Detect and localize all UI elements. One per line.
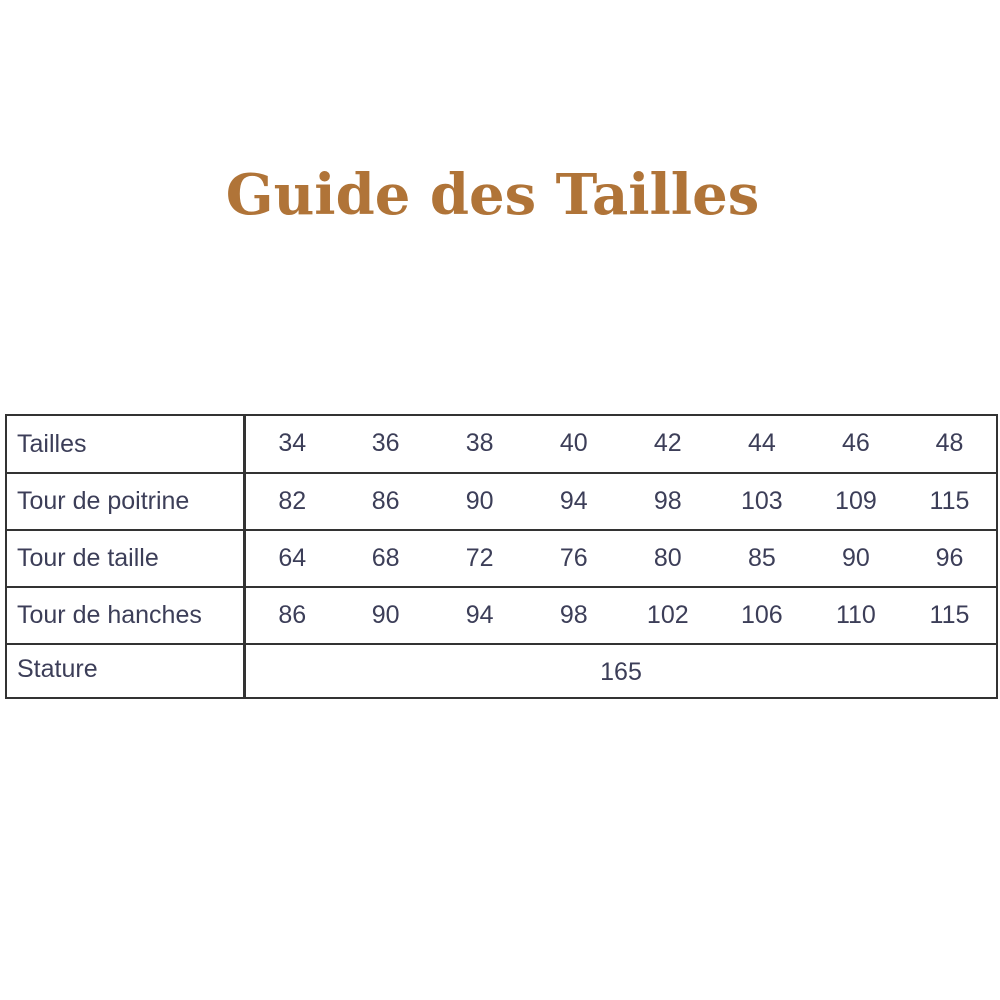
row-label-stature: Stature [6, 644, 245, 698]
measurement-cell: 115 [903, 473, 997, 530]
measurement-cell: 115 [903, 587, 997, 644]
page-title: Guide des Tailles [225, 161, 760, 228]
size-cell: 42 [621, 415, 715, 473]
measurement-cell: 110 [809, 587, 903, 644]
measurement-cell: 64 [245, 530, 339, 587]
table-row-sizes [6, 415, 997, 473]
measurement-cell: 102 [621, 587, 715, 644]
size-guide-table [5, 414, 998, 699]
row-label-sizes: Tailles [6, 415, 245, 473]
measurement-cell: 85 [715, 530, 809, 587]
measurement-cell: 106 [715, 587, 809, 644]
measurement-cell: 98 [527, 587, 621, 644]
size-cell: 46 [809, 415, 903, 473]
measurement-cell: 96 [903, 530, 997, 587]
stature-value: 165 [245, 644, 998, 698]
size-cell: 38 [433, 415, 527, 473]
measurement-cell: 90 [809, 530, 903, 587]
measurement-cell: 103 [715, 473, 809, 530]
size-cell: 40 [527, 415, 621, 473]
table-row-stature [6, 644, 997, 698]
table-row-chest [6, 473, 997, 530]
row-label-waist: Tour de taille [6, 530, 245, 587]
measurement-cell: 76 [527, 530, 621, 587]
size-cell: 36 [339, 415, 433, 473]
measurement-cell: 90 [433, 473, 527, 530]
measurement-cell: 72 [433, 530, 527, 587]
measurement-cell: 94 [527, 473, 621, 530]
measurement-cell: 98 [621, 473, 715, 530]
size-cell: 44 [715, 415, 809, 473]
measurement-cell: 94 [433, 587, 527, 644]
row-label-hips: Tour de hanches [6, 587, 245, 644]
size-cell: 48 [903, 415, 997, 473]
measurement-cell: 109 [809, 473, 903, 530]
row-label-chest: Tour de poitrine [6, 473, 245, 530]
measurement-cell: 80 [621, 530, 715, 587]
measurement-cell: 86 [245, 587, 339, 644]
measurement-cell: 86 [339, 473, 433, 530]
measurement-cell: 68 [339, 530, 433, 587]
table-row-hips [6, 587, 997, 644]
table-row-waist [6, 530, 997, 587]
measurement-cell: 90 [339, 587, 433, 644]
size-cell: 34 [245, 415, 339, 473]
measurement-cell: 82 [245, 473, 339, 530]
